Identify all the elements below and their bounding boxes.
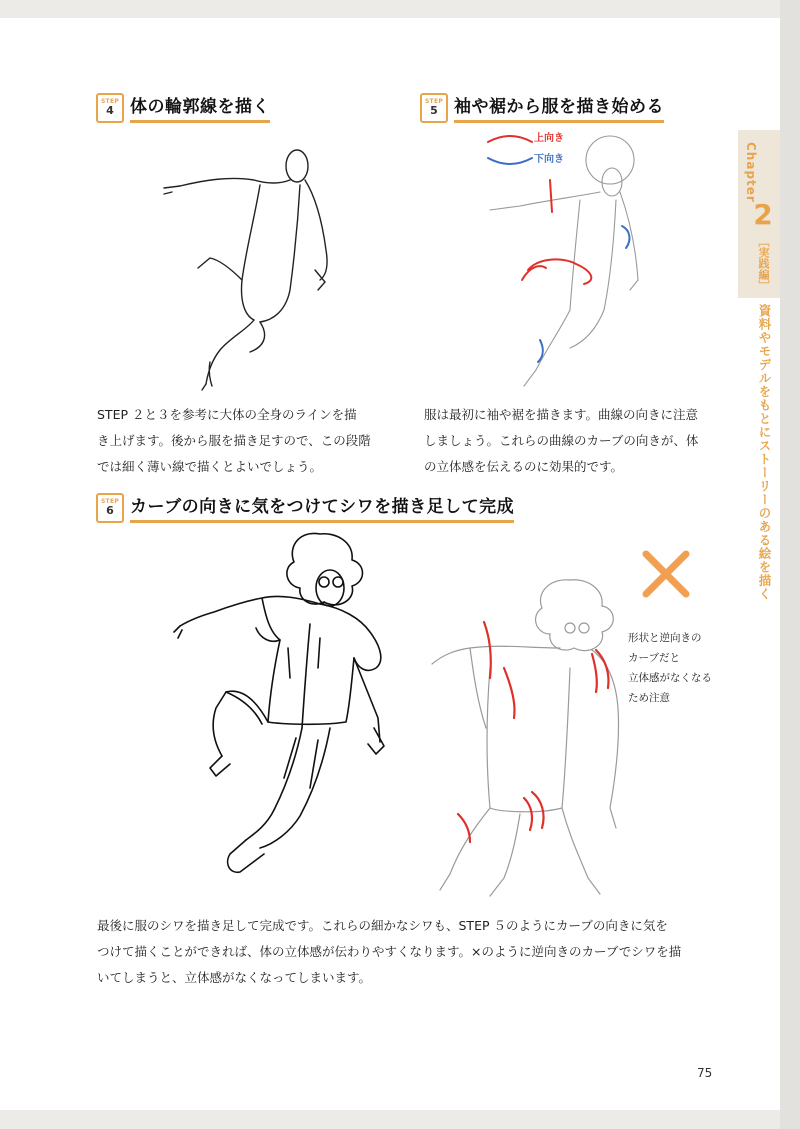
chapter-word: Chapter [744, 142, 758, 203]
step-5-title: 袖や裾から服を描き始める [454, 92, 664, 123]
text-line: 最後に服のシワを描き足して完成です。これらの細かなシワも、STEP ５のようにカーブの向きに気を [97, 918, 668, 933]
wrong-curve-example-illustration [420, 578, 650, 904]
step-5-sleeves-hem-illustration [480, 130, 680, 400]
step-4-title: 体の輪郭線を描く [130, 92, 270, 123]
step-4-heading [96, 92, 270, 123]
chapter-subtitle: ［実践編］ [757, 236, 770, 291]
step-number: 5 [430, 104, 438, 117]
step-number: 4 [106, 104, 114, 117]
downward-label: 下向き [534, 154, 564, 165]
step-number: 6 [106, 504, 114, 517]
note-line: カーブだと [628, 652, 680, 664]
step-6-description [97, 913, 681, 991]
step-6-badge [96, 493, 124, 523]
note-line: ため注意 [628, 692, 670, 704]
step-5-description [424, 402, 698, 480]
step-5-badge [420, 93, 448, 123]
note-line: 形状と逆向きの [628, 632, 702, 644]
text-line: 服は最初に袖や裾を描きます。曲線の向きに注意 [424, 407, 699, 422]
step-4-description [97, 402, 371, 480]
step-6-heading [96, 492, 514, 523]
chapter-number: 2 [753, 198, 773, 231]
text-line: き上げます。後から服を描き足すので、この段階 [97, 433, 371, 448]
note-line: 立体感がなくなる [628, 672, 712, 684]
step-6-title: カーブの向きに気をつけてシワを描き足して完成 [130, 492, 514, 523]
page-number: 75 [697, 1066, 713, 1080]
upward-label: 上向き [534, 133, 564, 144]
step-label: STEP [100, 498, 120, 505]
step-6-finished-illustration [170, 528, 410, 890]
chapter-running-title: 資料やモデルをもとにストーリーのある絵を描く [757, 304, 772, 601]
text-line: しましょう。これらの曲線のカーブの向きが、体 [424, 433, 699, 448]
text-line: つけて描くことができれば、体の立体感が伝わりやすくなります。×のように逆向きのカーブでシワを描 [97, 944, 682, 959]
step-label: STEP [424, 98, 444, 105]
text-line: では細く薄い線で描くとよいでしょう。 [97, 459, 323, 474]
wrong-x-mark-icon [640, 548, 692, 600]
text-line: STEP ２と３を参考に大体の全身のラインを描 [97, 407, 357, 422]
step-4-body-outline-illustration [150, 140, 350, 400]
text-line: いてしまうと、立体感がなくなってしまいます。 [97, 970, 372, 985]
step-label: STEP [100, 98, 120, 105]
step-4-badge [96, 93, 124, 123]
warning-note [628, 628, 712, 708]
page-edge [780, 0, 800, 1129]
text-line: の立体感を伝えるのに効果的です。 [424, 459, 624, 474]
step-5-heading [420, 92, 664, 123]
